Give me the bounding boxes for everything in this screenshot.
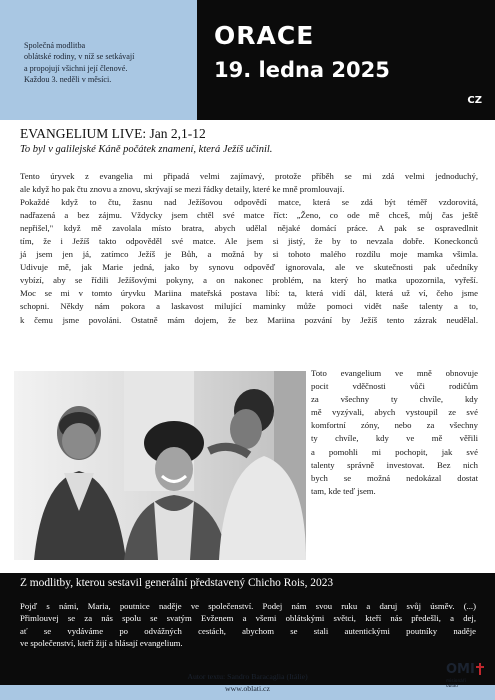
omi-logo: [446, 662, 486, 698]
prayer-text: [20, 600, 476, 649]
author-credit: Autor textu: Sandro Baracaglia (Itálie): [187, 672, 308, 681]
reflection-text: [20, 170, 478, 327]
header-banner: [197, 0, 495, 120]
prayer-line: ať se vydáváme po odvážných cestách, abychom se stali autentickými poutníky naděje: [20, 625, 476, 636]
tagline-line: a propojují všichni její členové.: [24, 63, 128, 73]
text-line: tím, že i Ježíš takto odpověděl své matce. Ale jsem si jistý, že by to nevzala dobře. Koneckonců: [20, 236, 478, 247]
header-tagline: [0, 0, 197, 120]
prayer-section: [0, 573, 495, 685]
text-line: a pomohli mi pochopit, jak své: [311, 446, 478, 457]
text-line: tam, kde teď jsem.: [311, 485, 376, 496]
text-line: mě vyzývali, abych vystoupil ze své: [311, 407, 478, 418]
text-line: k čemu jsme povoláni. Ostatně mám dojem, že bez Mariina pozvání by Ježíš tento zázrak neudělal.: [20, 314, 478, 325]
tagline-line: oblátské rodiny, v níž se setkávají: [24, 52, 135, 62]
text-line: Tento úryvek z evangelia mi připadá velmi zajímavý, protože příběh se mi zdá velmi jednoduchý,: [20, 171, 478, 181]
prayer-line: Pojď s námi, Maria, poutnice naděje ve společenství. Podej nám svou ruku a daruj svůj úsměv. (...): [20, 601, 476, 611]
text-line: Udivuje mě, jak Marie jedná, jako by synovu odpověď ignorovala, ale ve skutečnosti pak učedníky: [20, 262, 478, 273]
cross-icon: [476, 663, 484, 675]
tagline-line: Každou 3. neděli v měsíci.: [24, 74, 112, 84]
logo-wordmark: OMI: [446, 662, 475, 677]
text-line: Pokaždé když to čtu, žasnu nad Ježíšovou odpovědí matce, která se zdá být téměř vzdorovitá,: [20, 197, 478, 208]
text-line: ale když ho pak čtu znovu a znovu, skrývají se mezi řádky detaily, které ke mně promlouvají.: [20, 184, 345, 195]
prayer-title: Z modlitby, kterou sestavil generální představený Chicho Rois, 2023: [20, 577, 334, 589]
text-line: Toto evangelium ve mně obnovuje: [311, 368, 478, 378]
text-line: vybízí, aby se řídili Ježíšovými pokyny, a on nakonec problém, na který ho matka upozornila, vyřeší.: [20, 275, 478, 286]
text-line: schopni. Někdy nám pokora a laskavost milující maminky může pomoci vidět naše talenty a to,: [20, 301, 478, 312]
prayer-line: ve společenství, kteří žijí a hlásají evangelium.: [20, 637, 183, 648]
text-line: komfortní zóny, nebo za všechny: [311, 420, 478, 431]
logo-subtitle: [446, 679, 486, 689]
side-text: [311, 367, 478, 498]
text-line: pocit vděčnosti vůči rodičům: [311, 381, 478, 392]
family-photo: [14, 371, 306, 560]
gospel-title: EVANGELIUM LIVE: Jan 2,1-12: [20, 126, 206, 141]
logo-line: misionáři: [446, 679, 466, 684]
prayer-line: Přimlouvej se za nás spolu se svatým Evženem a všemi oblátskými světci, kteří nás předešli, a dej,: [20, 613, 476, 624]
gospel-subtitle: To byl v galilejské Káně počátek znamení, která Ježíš učinil.: [20, 144, 273, 155]
text-line: Moc se mi v tomto úryvku Mariina mateřská postava líbí: ta, která vidí dál, která už ví, čeho jsme: [20, 288, 478, 299]
text-line: za všechny ty chvíle, kdy: [311, 394, 478, 405]
text-line: nadřazená a bez zájmu. Vždycky jsem chtěl své matce říct: „Ženo, co ode mě chceš, můj čas ještě: [20, 210, 478, 221]
text-line: ty chvíle, kdy ve mě věřili: [311, 433, 478, 444]
text-line: nepřišel," když mě zavolala místo bratra, abych udělal nějaké domácí práce. A pak se ospravedlnit: [20, 223, 478, 234]
tagline-line: Společná modlitba: [24, 41, 86, 50]
page-title: ORACE: [214, 21, 315, 50]
logo-line: obláti: [446, 684, 459, 689]
text-line: talenty správně investovat. Bez nich: [311, 459, 478, 470]
website-link[interactable]: www.oblati.cz: [225, 684, 270, 693]
language-code: CZ: [467, 95, 482, 106]
text-line: já jsem jen já, zatímco Ježíš je Bůh, a možná by si tohoto malého rozdílu moje mamka všimla.: [20, 249, 478, 260]
page-date: 19. ledna 2025: [214, 58, 390, 82]
text-line: bych se možná nedokázal dostat: [311, 472, 478, 483]
